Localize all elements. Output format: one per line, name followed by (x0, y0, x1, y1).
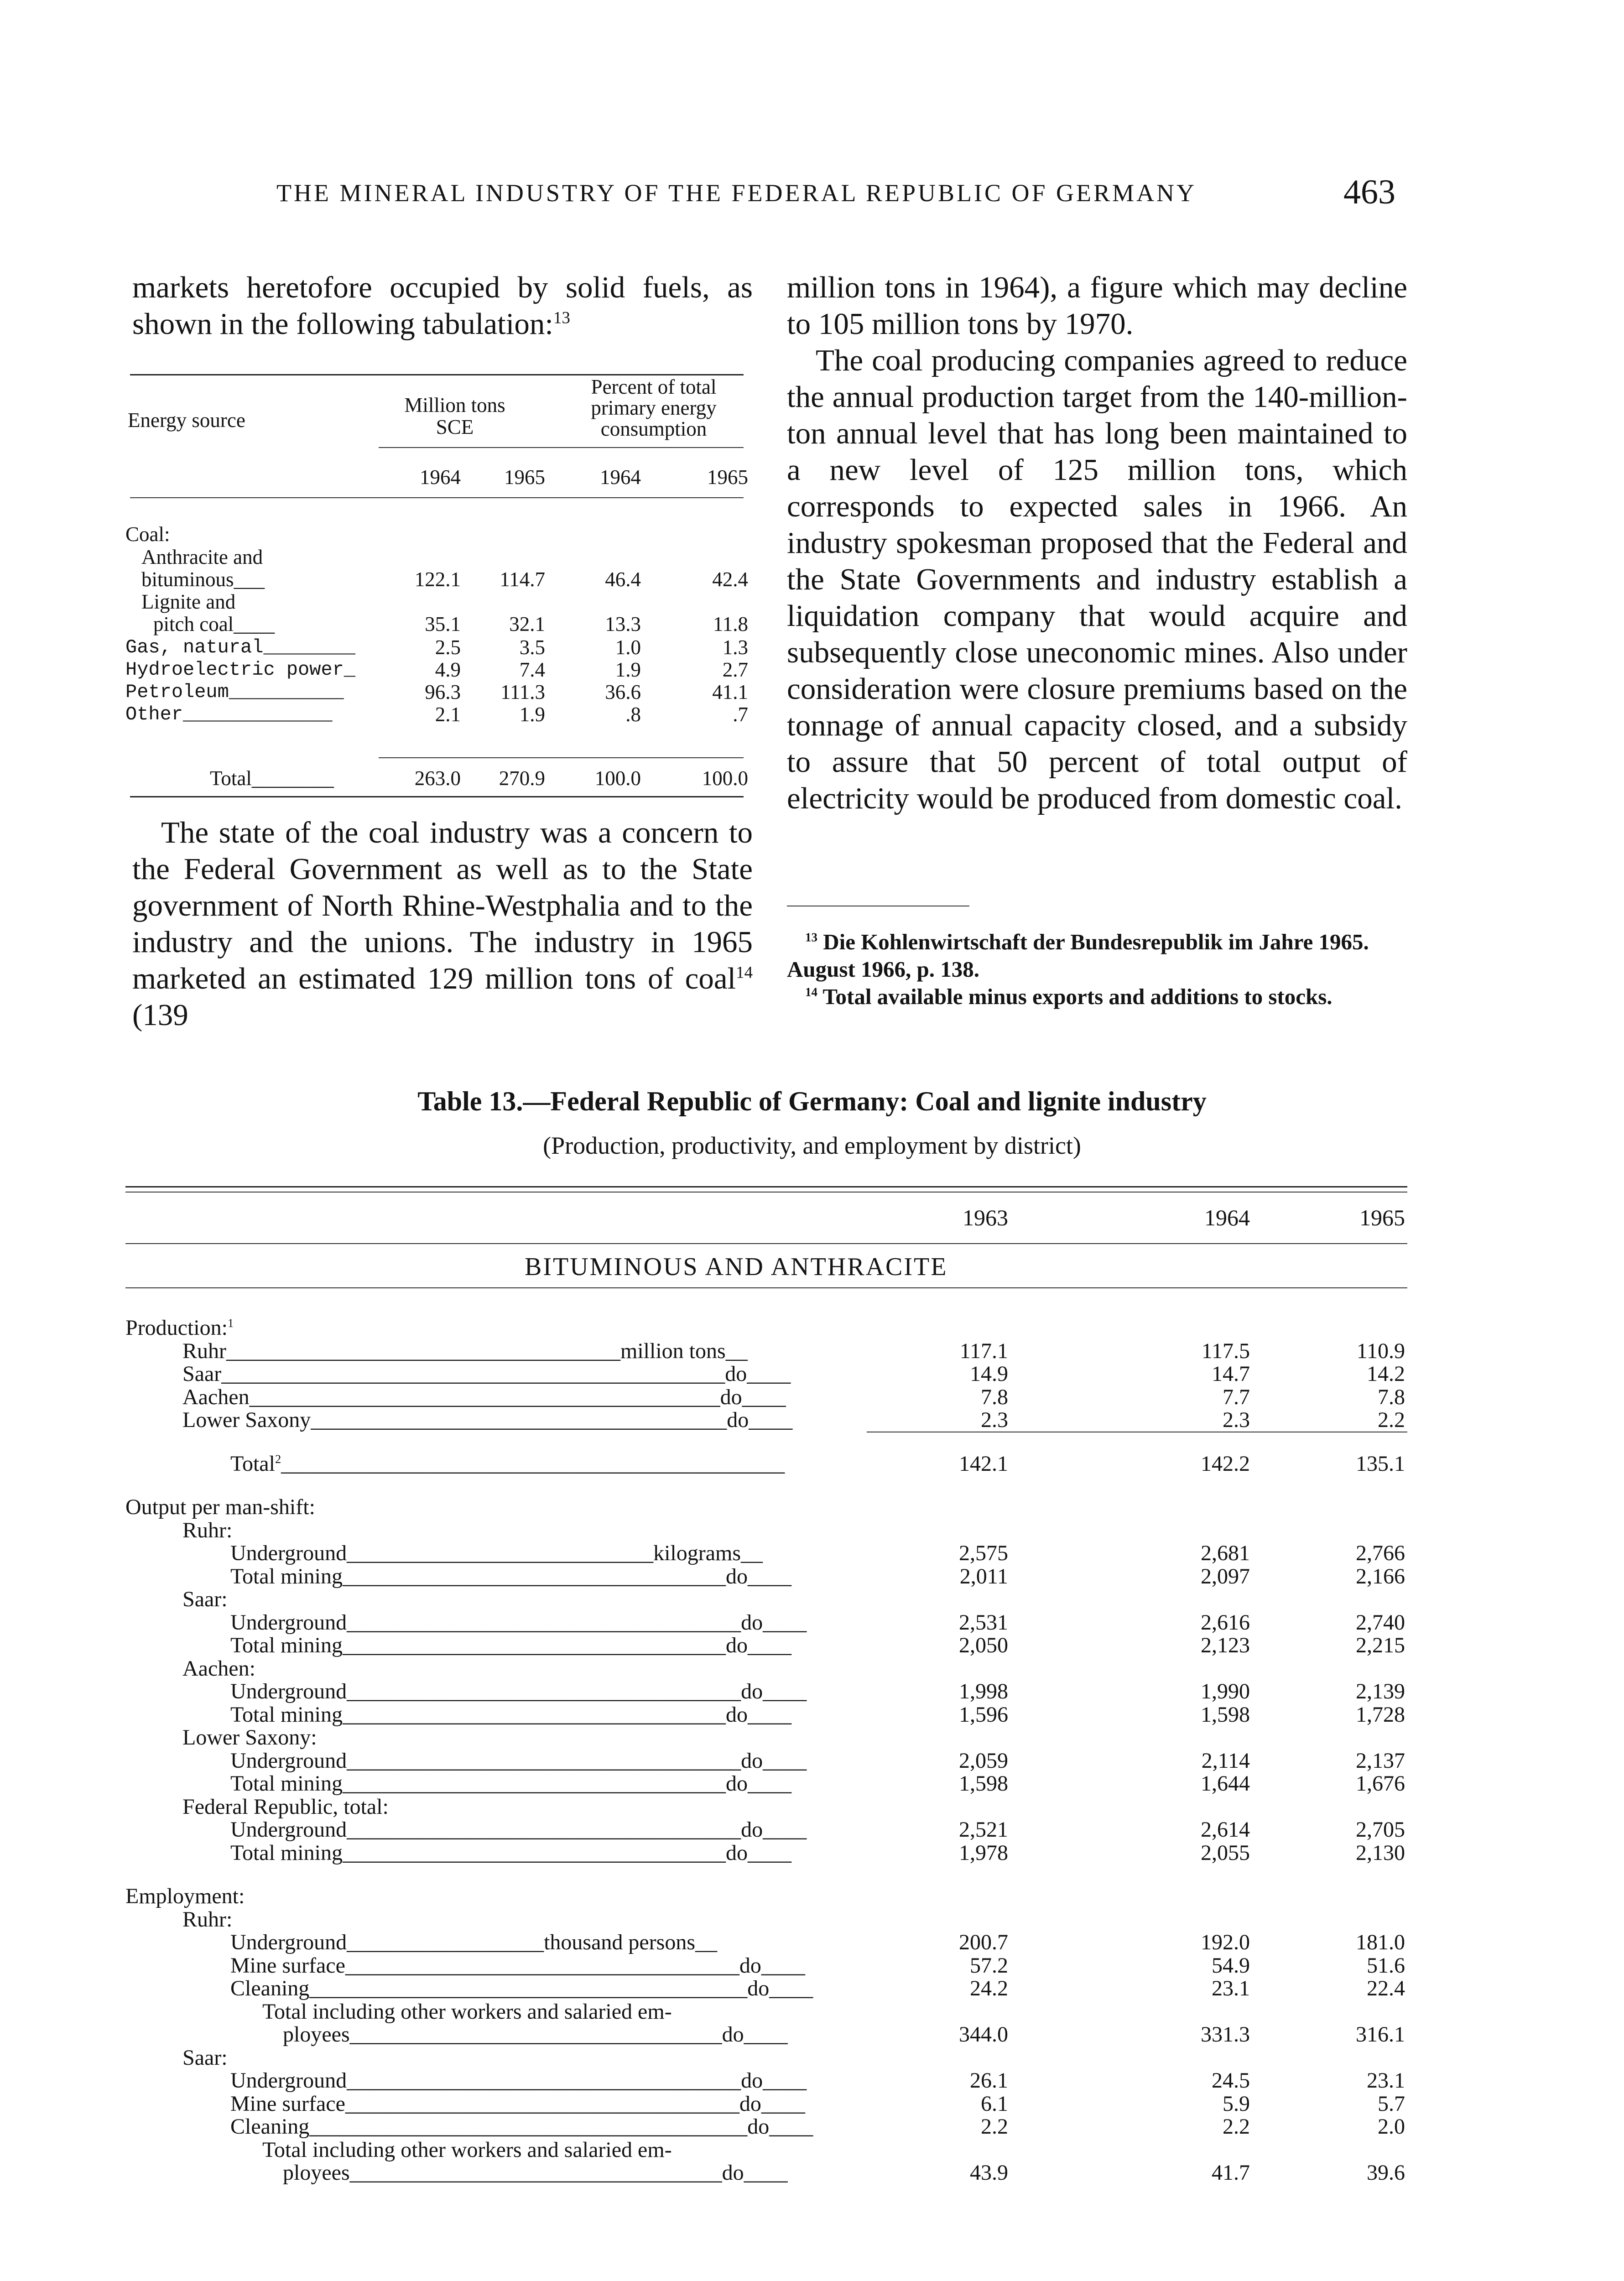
table-row (0, 1634, 1624, 1657)
footnote-ref-14: 14 (736, 963, 753, 982)
cell-1963: 57.2 (970, 1953, 1008, 1978)
cell-1964: 2.3 (1223, 1408, 1250, 1432)
row-label (182, 1795, 389, 1819)
row-label (125, 1495, 315, 1519)
cell-1963: 1,596 (959, 1702, 1008, 1727)
row-label-text: Cleaning________________________________________do____ (230, 2114, 813, 2139)
cell-1964: 142.2 (1201, 1451, 1250, 1476)
table-row (0, 1495, 1624, 1519)
energy-total-cell: 100.0 (702, 767, 748, 790)
row-label-text: Ruhr: (182, 1907, 233, 1932)
cell-1964: 7.7 (1223, 1385, 1250, 1409)
footnotes (787, 928, 1407, 1010)
energy-cell: 2.1 (435, 703, 461, 726)
cell-1964: 23.1 (1212, 1976, 1250, 2000)
energy-cell: 1.3 (722, 636, 748, 659)
row-label (230, 2115, 813, 2139)
intro-text: markets heretofore occupied by solid fuels, as shown in the following tabulation: (132, 271, 753, 341)
cell-1963: 2,059 (959, 1748, 1008, 1773)
row-label-text: Ruhr: (182, 1518, 233, 1542)
row-label (125, 1316, 234, 1340)
row-leader: ______________________________________________ (281, 1451, 785, 1476)
table-row (0, 1795, 1624, 1819)
cell-1965: 2,766 (1356, 1541, 1405, 1565)
table-row (0, 1977, 1624, 2000)
cell-1965: 51.6 (1367, 1953, 1405, 1978)
energy-cell: 96.3 (425, 681, 461, 703)
cell-1964: 24.5 (1212, 2068, 1250, 2093)
year-rule (125, 1243, 1407, 1244)
cell-1964: 2,614 (1201, 1818, 1250, 1842)
cell-1964: 2,616 (1201, 1610, 1250, 1635)
footnote-14-text: Total available minus exports and additions to stocks. (822, 984, 1333, 1009)
right-para-2: The coal producing companies agreed to reduce the annual production target from the 140-million-ton annual level that has long been maintained to a new level of 125 million tons, which corresponds to expected sales in 1966. An industry spokesman proposed that the Federal and the State Governments and industry establish a liquidation company that would acquire and subsequently close uneconomic mines. Also under consideration were closure premiums based on the tonnage of annual capacity closed, and a subsidy to assure that 50 percent of total output of electricity would be produced from domestic coal. (787, 344, 1407, 815)
cell-1963: 1,598 (959, 1771, 1008, 1796)
cell-1965: 14.2 (1367, 1362, 1405, 1386)
row-label-text: Total mining___________________________________do____ (230, 1771, 791, 1796)
row-label (230, 1772, 791, 1796)
row-label (230, 2069, 807, 2093)
row-label-text: Saar: (182, 1587, 228, 1611)
table-row (0, 1657, 1624, 1681)
header-mid-rule (379, 447, 744, 448)
row-label-text: Underground__________________thousand persons__ (230, 1930, 718, 1954)
table-row (0, 1316, 1624, 1340)
table-row (0, 2069, 1624, 2093)
energy-cell: 3.5 (519, 636, 545, 659)
row-label (230, 1818, 807, 1842)
cell-1964: 1,644 (1201, 1771, 1250, 1796)
table-bottom-rule (130, 796, 744, 797)
row-label-text: Mine surface____________________________________do____ (230, 2091, 805, 2116)
cell-1963: 200.7 (959, 1930, 1008, 1954)
cell-1963: 6.1 (981, 2091, 1008, 2116)
energy-cell: 32.1 (509, 613, 545, 635)
table-row (0, 1588, 1624, 1611)
energy-cell: 122.1 (414, 568, 461, 591)
cell-1963: 14.9 (970, 1362, 1008, 1386)
cell-1964: 2,681 (1201, 1541, 1250, 1565)
cell-1963: 2.2 (981, 2114, 1008, 2139)
row-label (230, 1931, 717, 1954)
percent-header-3: consumption (600, 417, 707, 440)
table-row (0, 1818, 1624, 1842)
table-row (0, 2092, 1624, 2116)
row-footnote-ref: 1 (228, 1316, 234, 1330)
row-label (230, 2092, 805, 2116)
table-row (0, 2115, 1624, 2139)
energy-cell: 4.9 (435, 658, 461, 681)
row-label (182, 1519, 232, 1542)
row-label-text: Aachen: (182, 1656, 255, 1681)
footnote-13-num: 13 (805, 930, 817, 944)
cell-1965: 2,139 (1356, 1679, 1405, 1703)
table-row (0, 1772, 1624, 1796)
table-row (0, 2000, 1624, 2024)
row-label-text: Total including other workers and salaried em- (262, 1999, 672, 2024)
table-row (0, 1339, 1624, 1363)
section-header: BITUMINOUS AND ANTHRACITE (525, 1253, 948, 1281)
cell-1965: 22.4 (1367, 1976, 1405, 2000)
row-label (182, 1362, 791, 1386)
row-label (125, 1885, 245, 1908)
row-label (230, 1841, 791, 1865)
cell-1964: 331.3 (1201, 2022, 1250, 2047)
big-table-top-rule-2 (125, 1192, 1407, 1193)
row-label-text: Cleaning________________________________________do____ (230, 1976, 813, 2000)
lignite-label-1: Lignite and (141, 590, 236, 613)
row-label-text: Lower Saxony: (182, 1725, 317, 1750)
cell-1963: 7.8 (981, 1385, 1008, 1409)
row-label (182, 1408, 792, 1432)
cell-1963: 26.1 (970, 2068, 1008, 2093)
cell-1965: 2,130 (1356, 1840, 1405, 1865)
million-tons-header: Million tons (404, 394, 505, 417)
row-label-text: Total mining___________________________________do____ (230, 1840, 791, 1865)
table-row (0, 1680, 1624, 1703)
cell-1965: 7.8 (1378, 1385, 1405, 1409)
cell-1965: 2.0 (1378, 2114, 1405, 2139)
row-label (230, 1680, 807, 1703)
row-label (230, 1954, 805, 1978)
row-label-text: Total mining___________________________________do____ (230, 1633, 791, 1657)
table-13-subtitle: (Production, productivity, and employment by district) (543, 1132, 1081, 1159)
table-row (0, 2161, 1624, 2185)
row-label (230, 1634, 791, 1657)
row-label (182, 1385, 786, 1409)
row-label-text: ployees__________________________________do____ (283, 2161, 788, 2185)
year-header-1965: 1965 (1359, 1205, 1405, 1230)
energy-row-label: Other_____________ (125, 703, 333, 725)
right-column (787, 269, 1407, 817)
row-label (230, 1452, 785, 1476)
total-rule (379, 757, 744, 758)
table-row (0, 1362, 1624, 1386)
cell-1964: 54.9 (1212, 1953, 1250, 1978)
table-row (0, 1611, 1624, 1635)
table-row (0, 1519, 1624, 1542)
cell-1964: 2,123 (1201, 1633, 1250, 1657)
row-label (182, 1339, 748, 1363)
row-label (182, 1588, 228, 1611)
energy-total-cell: 100.0 (594, 767, 641, 790)
energy-total-cell: 270.9 (499, 767, 545, 790)
row-label-text: Underground____________________________________do____ (230, 1818, 807, 1842)
row-label (230, 1565, 791, 1588)
energy-cell: 36.6 (605, 681, 641, 703)
energy-total-cell: 263.0 (414, 767, 461, 790)
cell-1965: 110.9 (1356, 1338, 1405, 1363)
cell-1963: 2,521 (959, 1818, 1008, 1842)
header-bottom-rule (130, 497, 744, 498)
row-label (182, 1726, 317, 1750)
table-row (0, 1452, 1624, 1476)
table-row (0, 2023, 1624, 2047)
row-label-text: Federal Republic, total: (182, 1794, 389, 1819)
row-label (230, 1749, 807, 1773)
row-label (182, 1657, 255, 1681)
cell-1964: 14.7 (1212, 1362, 1250, 1386)
cell-1963: 344.0 (959, 2022, 1008, 2047)
row-label (262, 2138, 672, 2162)
table-row (0, 1385, 1624, 1409)
cell-1965: 1,728 (1356, 1702, 1405, 1727)
row-label-text: Production: (125, 1316, 228, 1340)
table-row (0, 1931, 1624, 1954)
row-label-text: Aachen___________________________________________do____ (182, 1385, 786, 1409)
cell-1963: 117.1 (959, 1338, 1008, 1363)
cell-1963: 2,050 (959, 1633, 1008, 1657)
cell-1963: 142.1 (959, 1451, 1008, 1476)
cell-1964: 2,097 (1201, 1564, 1250, 1588)
table-row (0, 1885, 1624, 1908)
cell-1963: 24.2 (970, 1976, 1008, 2000)
row-label-text: Underground____________________________kilograms__ (230, 1541, 763, 1565)
table-row (0, 1908, 1624, 1932)
energy-year-1: 1965 (504, 466, 545, 489)
cell-1965: 316.1 (1356, 2022, 1405, 2047)
footnote-14-num: 14 (805, 985, 817, 999)
page-number: 463 (1343, 173, 1395, 211)
table-row (0, 1565, 1624, 1588)
energy-cell: 111.3 (500, 681, 545, 703)
row-label (182, 2046, 228, 2070)
cell-1963: 2,575 (959, 1541, 1008, 1565)
row-label (262, 2000, 672, 2024)
row-label-text: Saar______________________________________________do____ (182, 1362, 791, 1386)
cell-1964: 2,055 (1201, 1840, 1250, 1865)
row-label-text: Underground____________________________________do____ (230, 1610, 807, 1635)
table-row (0, 2046, 1624, 2070)
row-label-text: Mine surface____________________________________do____ (230, 1953, 805, 1978)
percent-header-2: primary energy (591, 396, 717, 419)
left-intro (132, 269, 753, 342)
row-label-text: Total (230, 1451, 275, 1476)
row-label-text: Total mining___________________________________do____ (230, 1564, 791, 1588)
row-label-text: Lower Saxony______________________________________do____ (182, 1408, 793, 1432)
section-rule (125, 1287, 1407, 1288)
row-label-text: Ruhr____________________________________million tons__ (182, 1338, 748, 1363)
table-row (0, 1703, 1624, 1727)
energy-cell: .8 (625, 703, 641, 726)
energy-cell: 1.9 (615, 658, 641, 681)
energy-year-3: 1965 (707, 466, 748, 489)
row-label-text: Output per man-shift: (125, 1495, 315, 1519)
energy-cell: 42.4 (712, 568, 748, 591)
footnote-ref-13: 13 (553, 308, 570, 327)
row-label (230, 1977, 813, 2000)
row-label-text: ployees__________________________________do____ (283, 2022, 788, 2047)
cell-1965: 5.7 (1378, 2091, 1405, 2116)
cell-1965: 181.0 (1356, 1930, 1405, 1954)
energy-cell: 2.7 (722, 658, 748, 681)
cell-1964: 192.0 (1201, 1930, 1250, 1954)
energy-cell: 1.9 (519, 703, 545, 726)
table-row (0, 2138, 1624, 2162)
table-row (0, 1541, 1624, 1565)
table-row (0, 1726, 1624, 1750)
anthracite-label-1: Anthracite and (141, 546, 263, 568)
row-label (230, 1541, 763, 1565)
row-label-text: Underground____________________________________do____ (230, 1679, 807, 1703)
sce-header: SCE (436, 416, 474, 438)
cell-1965: 2,740 (1356, 1610, 1405, 1635)
row-label-text: Saar: (182, 2045, 228, 2070)
energy-year-0: 1964 (420, 466, 461, 489)
row-label (283, 2161, 788, 2185)
energy-cell: .7 (733, 703, 748, 726)
year-header-1963: 1963 (963, 1205, 1008, 1230)
energy-row-label: Hydroelectric power_ (125, 659, 356, 681)
row-label (283, 2023, 788, 2047)
table-row (0, 1954, 1624, 1978)
running-header: THE MINERAL INDUSTRY OF THE FEDERAL REPUBLIC OF GERMANY (276, 179, 1197, 207)
energy-row-label: Gas, natural________ (125, 636, 356, 658)
anthracite-label-2: bituminous___ (141, 568, 265, 591)
row-label-text: Total mining___________________________________do____ (230, 1702, 791, 1727)
year-header-1964: 1964 (1204, 1205, 1250, 1230)
cell-1963: 1,978 (959, 1840, 1008, 1865)
energy-cell: 2.5 (435, 636, 461, 659)
right-para-1: million tons in 1964), a figure which may decline to 105 million tons by 1970. (787, 271, 1407, 341)
cell-1963: 2,011 (959, 1564, 1008, 1588)
table-13-title: Table 13.—Federal Republic of Germany: Coal and lignite industry (417, 1086, 1207, 1116)
cell-1965: 23.1 (1367, 2068, 1405, 2093)
cell-1965: 2,137 (1356, 1748, 1405, 1773)
energy-cell: 1.0 (615, 636, 641, 659)
energy-cell: 13.3 (605, 613, 641, 635)
row-label-text: Underground____________________________________do____ (230, 2068, 807, 2093)
energy-cell: 114.7 (500, 568, 545, 591)
table-row (0, 1408, 1624, 1432)
big-table-top-rule (125, 1186, 1407, 1187)
cell-1964: 2.2 (1223, 2114, 1250, 2139)
cell-1964: 2,114 (1201, 1748, 1250, 1773)
table-row (0, 1749, 1624, 1773)
cell-1963: 2,531 (959, 1610, 1008, 1635)
coal-industry-text: The state of the coal industry was a concern to the Federal Government as well as to the State government of North Rhine-Westphalia and to the industry and the unions. The industry in 1965 marketed an estimated 129 million tons of coal (132, 816, 753, 995)
left-paragraph (132, 814, 753, 1033)
cell-1964: 5.9 (1223, 2091, 1250, 2116)
cell-1965: 39.6 (1367, 2161, 1405, 2185)
cell-1963: 43.9 (970, 2161, 1008, 2185)
cell-1964: 1,990 (1201, 1679, 1250, 1703)
coal-industry-tail: (139 (132, 998, 188, 1032)
row-footnote-ref: 2 (275, 1452, 281, 1466)
cell-1965: 2.2 (1378, 1408, 1405, 1432)
energy-row-label: Petroleum__________ (125, 681, 344, 703)
cell-1964: 117.5 (1201, 1338, 1250, 1363)
cell-1965: 2,166 (1356, 1564, 1405, 1588)
coal-label: Coal: (125, 523, 170, 546)
cell-1965: 1,676 (1356, 1771, 1405, 1796)
row-label-text: Total including other workers and salaried em- (262, 2137, 672, 2162)
footnote-14 (787, 983, 1407, 1010)
footnote-13 (787, 928, 1407, 983)
cell-1963: 2.3 (981, 1408, 1008, 1432)
energy-cell: 11.8 (713, 613, 748, 635)
lignite-label-2: pitch coal____ (153, 613, 275, 635)
footnote-13-text: Die Kohlenwirtschaft der Bundesrepublik im Jahre 1965. August 1966, p. 138. (787, 929, 1369, 982)
row-label-text: Underground____________________________________do____ (230, 1748, 807, 1773)
energy-cell: 35.1 (425, 613, 461, 635)
cell-1964: 41.7 (1212, 2161, 1250, 2185)
row-label-text: Employment: (125, 1884, 245, 1908)
energy-cell: 7.4 (519, 658, 545, 681)
energy-total-label: Total________ (210, 767, 334, 790)
energy-cell: 41.1 (712, 681, 748, 703)
row-label (230, 1611, 807, 1635)
percent-header-1: Percent of total (591, 375, 717, 398)
row-label (230, 1703, 791, 1727)
cell-1965: 135.1 (1356, 1451, 1405, 1476)
cell-1963: 1,998 (959, 1679, 1008, 1703)
energy-year-2: 1964 (600, 466, 641, 489)
cell-1964: 1,598 (1201, 1702, 1250, 1727)
row-label (182, 1908, 232, 1932)
energy-source-header: Energy source (128, 409, 245, 432)
cell-1965: 2,215 (1356, 1633, 1405, 1657)
cell-1965: 2,705 (1356, 1818, 1405, 1842)
energy-cell: 46.4 (605, 568, 641, 591)
table-row (0, 1841, 1624, 1865)
